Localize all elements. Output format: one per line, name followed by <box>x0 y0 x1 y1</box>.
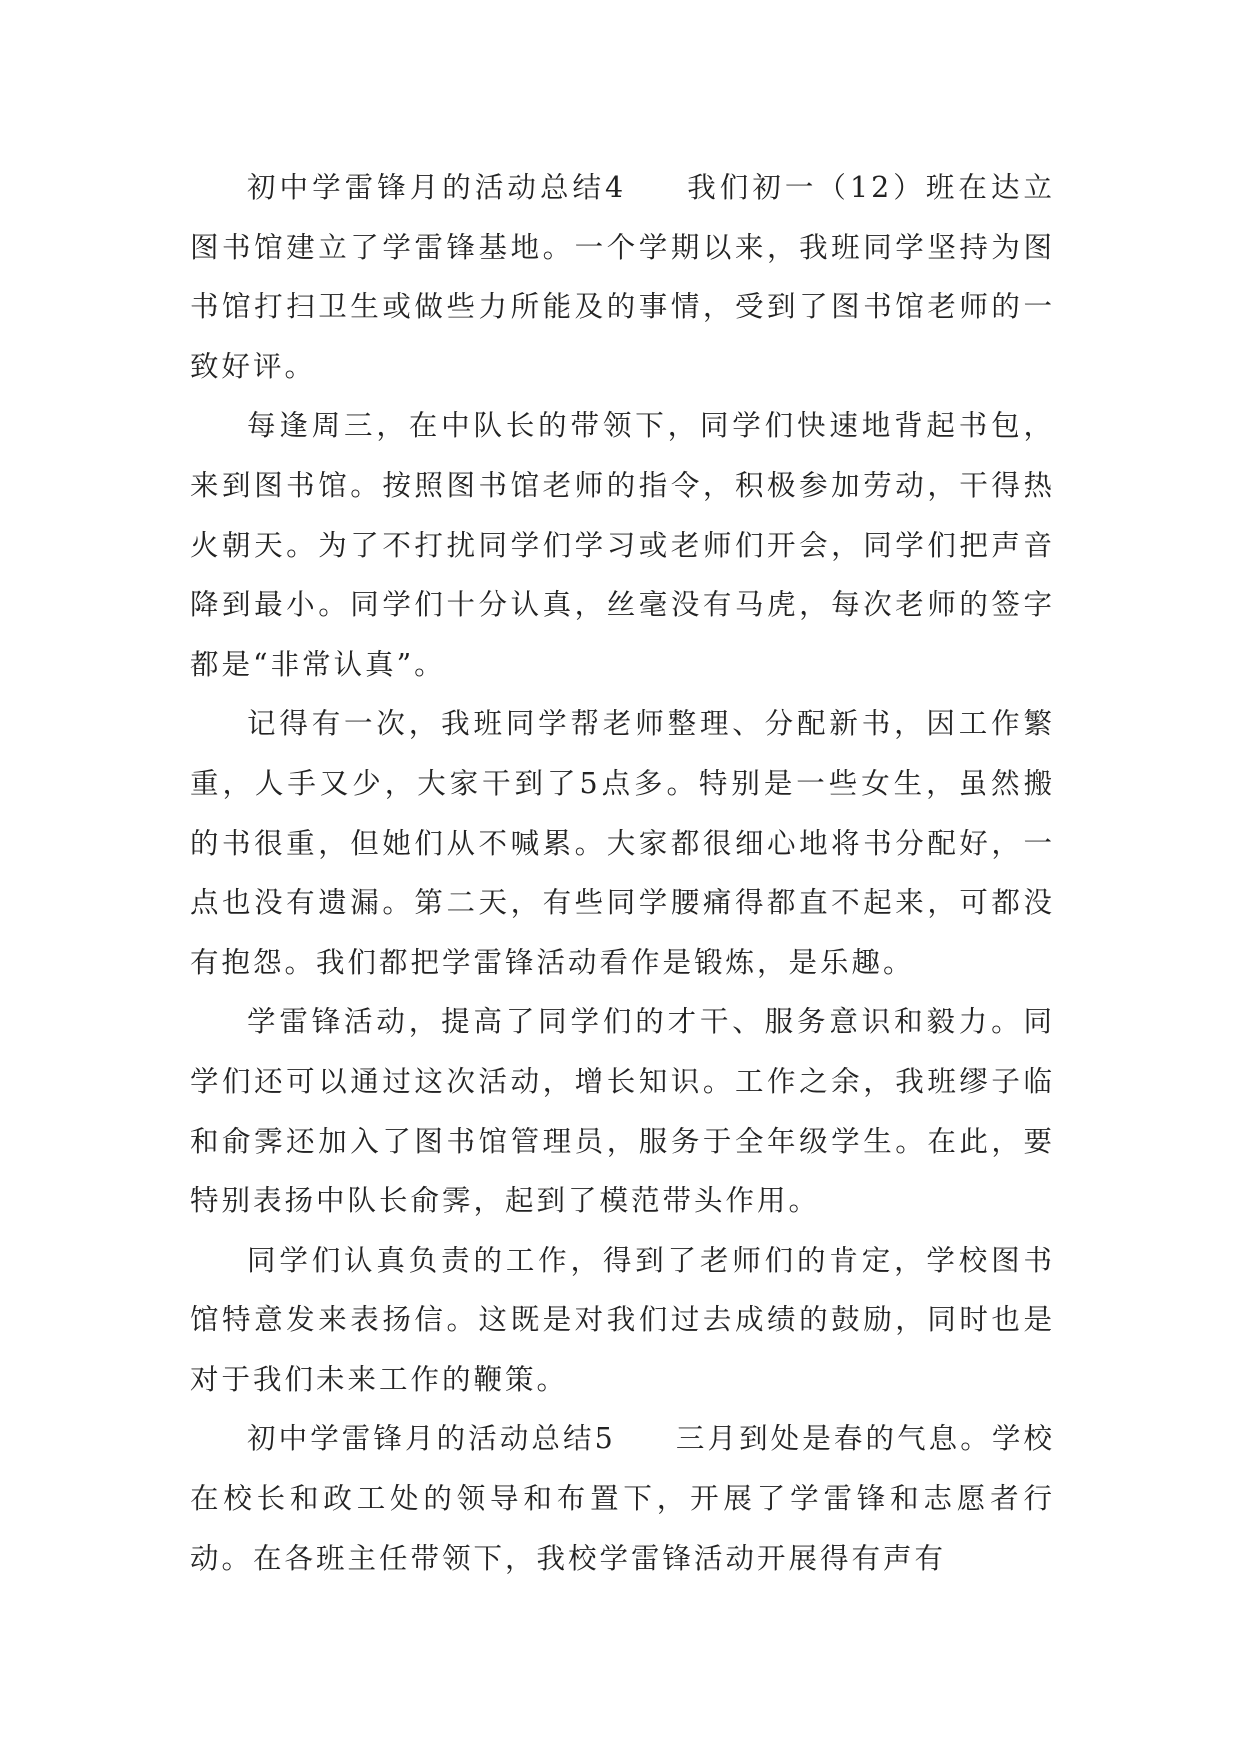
paragraph-text: 我们初一（12）班在达立图书馆建立了学雷锋基地。一个学期以来，我班同学坚持为图书馆打扫卫生或做些力所能及的事情，受到了图书馆老师的一致好评。 <box>190 171 1055 383</box>
paragraph-5: 同学们认真负责的工作，得到了老师们的肯定，学校图书馆特意发来表扬信。这既是对我们过去成绩的鼓励，同时也是对于我们未来工作的鞭策。 <box>190 1243 1055 1396</box>
document-body <box>190 158 1055 1588</box>
paragraph-3: 记得有一次，我班同学帮老师整理、分配新书，因工作繁重，人手又少，大家干到了5点多。特别是一些女生，虽然搬的书很重，但她们从不喊累。大家都很细心地将书分配好，一点也没有遗漏。第二天，有些同学腰痛得都直不起来，可都没有抱怨。我们都把学雷锋活动看作是锻炼，是乐趣。 <box>190 707 1055 979</box>
paragraph-6 <box>190 1409 1055 1588</box>
paragraph-2: 每逢周三，在中队长的带领下，同学们快速地背起书包，来到图书馆。按照图书馆老师的指令，积极参加劳动，干得热火朝天。为了不打扰同学们学习或老师们开会，同学们把声音降到最小。同学们十分认真，丝毫没有马虎，每次老师的签字都是“非常认真”。 <box>190 409 1055 681</box>
section-heading-4: 初中学雷锋月的活动总结4 <box>247 171 627 204</box>
paragraph-4: 学雷锋活动，提高了同学们的才干、服务意识和毅力。同学们还可以通过这次活动，增长知识。工作之余，我班缪子临和俞霁还加入了图书馆管理员，服务于全年级学生。在此，要特别表扬中队长俞霁，起到了模范带头作用。 <box>190 1005 1055 1218</box>
paragraph-text: 三月到处是春的气息。学校在校长和政工处的领导和布置下，开展了学雷锋和志愿者行动。在各班主任带领下，我校学雷锋活动开展得有声有 <box>190 1422 1055 1575</box>
section-heading-5: 初中学雷锋月的活动总结5 <box>247 1422 616 1456</box>
paragraph-1 <box>190 158 1055 396</box>
